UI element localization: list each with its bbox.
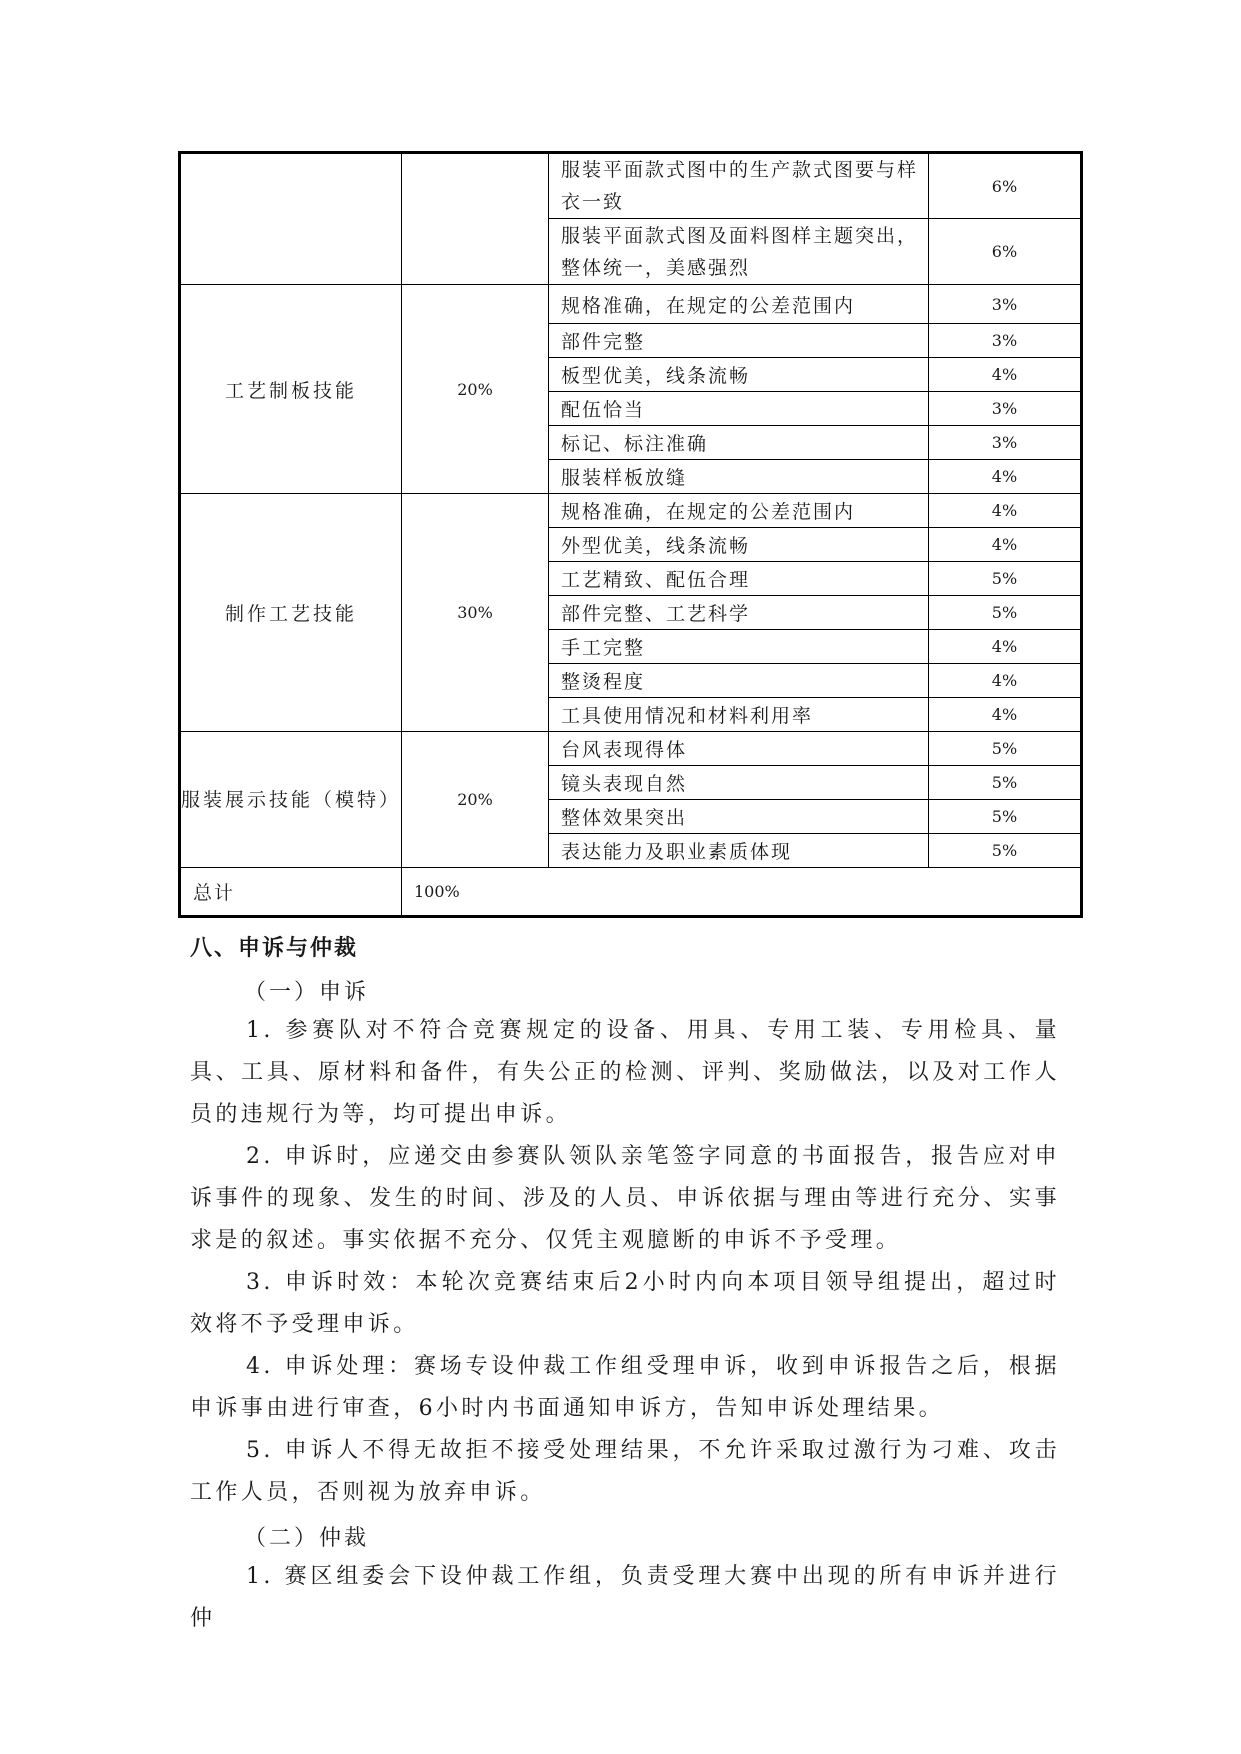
item-cell: 工艺精致、配伍合理	[549, 562, 929, 596]
item-cell: 整体效果突出	[549, 800, 929, 834]
section-heading: 八、申诉与仲裁	[190, 935, 359, 961]
item-weight-cell: 4%	[929, 630, 1082, 664]
item-cell: 标记、标注准确	[549, 426, 929, 460]
item-weight-cell: 4%	[929, 358, 1082, 392]
paragraph: 3. 申诉时效：本轮次竞赛结束后2小时内向本项目领导组提出，超过时效将不予受理申诉。	[190, 1270, 1060, 1337]
item-weight-cell: 4%	[929, 698, 1082, 732]
category-weight-cell: 20%	[402, 732, 549, 868]
paragraph: 1. 参赛队对不符合竞赛规定的设备、用具、专用工装、专用检具、量具、工具、原材料和备件，有失公正的检测、评判、奖励做法，以及对工作人员的违规行为等，均可提出申诉。	[190, 1018, 1060, 1127]
subsection-heading-arbitration: （二）仲裁	[244, 1526, 370, 1551]
item-weight-cell: 4%	[929, 460, 1082, 494]
table-row	[180, 494, 1082, 528]
item-cell: 部件完整	[549, 324, 929, 358]
item-cell: 表达能力及职业素质体现	[549, 834, 929, 868]
item-weight-cell: 4%	[929, 494, 1082, 528]
category-weight-cell: 30%	[402, 494, 549, 732]
item-cell: 配伍恰当	[549, 392, 929, 426]
category-cell	[180, 153, 402, 285]
table-row	[180, 153, 1082, 219]
item-weight-cell: 3%	[929, 324, 1082, 358]
item-weight-cell: 5%	[929, 732, 1082, 766]
category-cell: 服装展示技能（模特）	[180, 732, 402, 868]
item-cell: 外型优美，线条流畅	[549, 528, 929, 562]
item-weight-cell: 5%	[929, 766, 1082, 800]
paragraph: 2. 申诉时，应递交由参赛队领队亲笔签字同意的书面报告，报告应对申诉事件的现象、发生的时间、涉及的人员、申诉依据与理由等进行充分、实事求是的叙述。事实依据不充分、仅凭主观臆断的申诉不予受理。	[190, 1144, 1060, 1253]
item-weight-cell: 5%	[929, 562, 1082, 596]
item-weight-cell: 3%	[929, 285, 1082, 324]
total-label: 总计	[180, 868, 402, 917]
item-weight-cell: 6%	[929, 153, 1082, 219]
scoring-table	[178, 151, 1083, 918]
subsection-heading-appeal: （一）申诉	[244, 980, 370, 1005]
item-weight-cell: 3%	[929, 392, 1082, 426]
item-cell: 服装平面款式图及面料图样主题突出，整体统一，美感强烈	[549, 219, 929, 285]
item-cell: 镜头表现自然	[549, 766, 929, 800]
item-weight-cell: 5%	[929, 800, 1082, 834]
category-weight-cell	[402, 153, 549, 285]
item-weight-cell: 5%	[929, 834, 1082, 868]
paragraph: 4. 申诉处理：赛场专设仲裁工作组受理申诉，收到申诉报告之后，根据申诉事由进行审查，6小时内书面通知申诉方，告知申诉处理结果。	[190, 1354, 1060, 1421]
item-weight-cell: 4%	[929, 664, 1082, 698]
item-weight-cell: 3%	[929, 426, 1082, 460]
item-weight-cell: 5%	[929, 596, 1082, 630]
item-cell: 服装样板放缝	[549, 460, 929, 494]
table-row	[180, 285, 1082, 324]
total-row	[180, 868, 1082, 917]
paragraph: 5. 申诉人不得无故拒不接受处理结果，不允许采取过激行为刁难、攻击工作人员，否则视为放弃申诉。	[190, 1438, 1060, 1505]
item-cell: 整烫程度	[549, 664, 929, 698]
category-cell: 制作工艺技能	[180, 494, 402, 732]
item-cell: 部件完整、工艺科学	[549, 596, 929, 630]
item-cell: 工具使用情况和材料利用率	[549, 698, 929, 732]
category-cell: 工艺制板技能	[180, 285, 402, 494]
paragraph: 1. 赛区组委会下设仲裁工作组，负责受理大赛中出现的所有申诉并进行仲	[190, 1564, 1060, 1631]
item-cell: 规格准确，在规定的公差范围内	[549, 285, 929, 324]
item-cell: 台风表现得体	[549, 732, 929, 766]
item-weight-cell: 4%	[929, 528, 1082, 562]
item-weight-cell: 6%	[929, 219, 1082, 285]
item-cell: 手工完整	[549, 630, 929, 664]
item-cell: 规格准确，在规定的公差范围内	[549, 494, 929, 528]
item-cell: 板型优美，线条流畅	[549, 358, 929, 392]
table-row	[180, 732, 1082, 766]
item-cell: 服装平面款式图中的生产款式图要与样衣一致	[549, 153, 929, 219]
category-weight-cell: 20%	[402, 285, 549, 494]
total-value: 100%	[402, 868, 1082, 917]
